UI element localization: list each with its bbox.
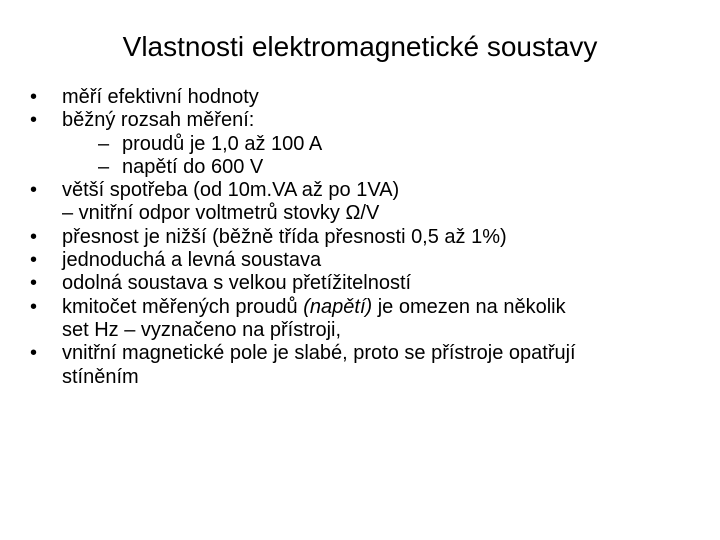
list-item-text: odolná soustava s velkou přetížitelností: [62, 272, 412, 295]
continuation-text: – vnitřní odpor voltmetrů stovky Ω/V: [62, 202, 380, 225]
list-item-text: větší spotřeba (od 10m.VA až po 1VA): [62, 179, 400, 202]
list-item: [30, 226, 690, 249]
list-item: [30, 109, 690, 132]
list-item: [30, 179, 690, 202]
bullet-icon: •: [30, 249, 38, 272]
bullet-icon: •: [30, 109, 38, 132]
bullet-icon: •: [30, 342, 38, 365]
list-item-italic-text: (napětí): [303, 295, 373, 318]
bullet-icon: •: [30, 295, 38, 318]
list-item: [30, 272, 690, 295]
list-item-text: vnitřní magnetické pole je slabé, proto se přístroje opatřují: [62, 342, 576, 365]
list-item-text: je omezen na několik: [372, 295, 566, 318]
list-item-text: kmitočet měřených proudů: [62, 295, 304, 318]
list-item: [30, 342, 690, 365]
sub-list-item: [30, 133, 690, 156]
list-item-text: běžný rozsah měření:: [62, 109, 255, 132]
continuation-text: stíněním: [62, 365, 139, 388]
list-item: [30, 86, 690, 109]
list-item-continuation: [30, 319, 690, 342]
list-item-text: jednoduchá a levná soustava: [62, 249, 322, 272]
list-item-continuation: [30, 202, 690, 225]
bullet-icon: •: [30, 272, 38, 295]
dash-icon: –: [98, 132, 110, 155]
list-item: [30, 249, 690, 272]
list-item-text: měří efektivní hodnoty: [62, 86, 259, 108]
list-item-continuation: [30, 366, 690, 389]
dash-icon: –: [98, 155, 110, 178]
bullet-icon: •: [30, 225, 38, 248]
slide-title: Vlastnosti elektromagnetické soustavy: [122, 31, 598, 62]
bullet-icon: •: [30, 179, 38, 202]
bullet-icon: •: [30, 86, 38, 108]
list-item-text: přesnost je nižší (běžně třída přesnosti 0,5 až 1%): [62, 225, 507, 248]
list-item: [30, 296, 690, 319]
continuation-text: set Hz – vyznačeno na přístroji,: [62, 318, 342, 341]
sub-list-item-text: napětí do 600 V: [122, 155, 264, 178]
bullet-list: [30, 86, 690, 389]
sub-list-item: [30, 156, 690, 179]
sub-list-item-text: proudů je 1,0 až 100 A: [122, 132, 323, 155]
